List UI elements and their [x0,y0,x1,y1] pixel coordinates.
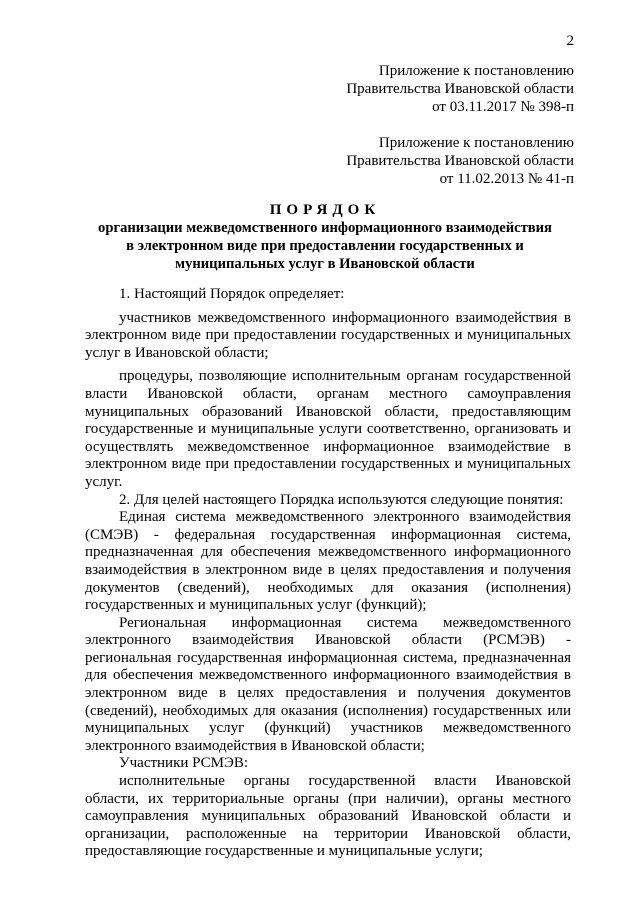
body-line: услуг в Ивановской области; [85,344,269,361]
body-line: электронного взаимодействия Ивановской области (РСМЭВ) - [85,632,571,649]
appendix-line: Правительства Ивановской области [346,153,574,169]
title-line: организации межведомственного информационного взаимодействия [98,220,552,236]
body-line: (СМЭВ) - федеральная государственная информационная система, [85,526,571,543]
body-line: власти Ивановской области, органам местного самоуправления [85,385,571,402]
body-line: организации, расположенные на территории Ивановской области, [85,825,571,842]
body-line: области, их территориальные органы (при наличии), органы местного [85,790,571,807]
title-line: муниципальных услуг в Ивановской области [175,256,475,272]
appendix-header-original [294,134,574,188]
body-line: электронном виде в целях предоставления и получения документов [85,685,571,702]
body-line: взаимодействия в электронном виде в целях предоставления и получения [85,561,571,578]
body-line: Единая система межведомственного электронного взаимодействия [119,509,571,526]
body-line: государственные и муниципальные услуги соответственно, организовать и [85,421,571,438]
body-line: электронном виде при предоставлении государственных и муниципальных [85,327,571,344]
body-line: документов (сведений), необходимых для оказания (исполнения) [85,579,571,596]
body-line: Участники РСМЭВ: [119,755,249,772]
title-heading: ПОРЯДОК [269,202,381,218]
body-line: муниципальных образований Ивановской области, предоставляющим [85,403,571,420]
body-line: 1. Настоящий Порядок определяет: [119,286,345,302]
body-line: (сведений), необходимых для оказания (исполнения) государственных или [85,702,571,719]
document-title [80,201,570,273]
body-line: осуществлять межведомственное информационное взаимодействие в [85,438,571,455]
body-line: муниципальных услуг (функций) участников межведомственного [85,720,571,737]
body-line: для обеспечения межведомственного информационного взаимодействия в [85,667,571,684]
document-body [85,286,571,861]
body-line: электронного взаимодействия в Ивановской области; [85,737,425,754]
body-line: исполнительные органы государственной власти Ивановской [119,773,571,790]
appendix-line: от 11.02.2013 № 41-п [439,171,574,187]
body-line: процедуры, позволяющие исполнительным органам государственной [119,368,571,385]
body-line: государственных и муниципальных услуг (функций); [85,597,427,614]
appendix-line: Приложение к постановлению [378,63,574,79]
body-line: предоставляющие государственные и муниципальные услуги; [85,843,483,860]
appendix-header-current [294,62,574,116]
body-line: участников межведомственного информационного взаимодействия в [119,309,571,326]
title-line: в электронном виде при предоставлении государственных и [126,238,524,254]
body-line: 2. Для целей настоящего Порядка используются следующие понятия: [119,491,564,508]
body-line: предназначенная для обеспечения межведомственного информационного [85,544,571,561]
body-line: Региональная информационная система межведомственного [119,614,571,631]
body-line: услуг. [85,473,123,490]
page-number: 2 [566,33,574,49]
body-line: электронном виде при предоставлении государственных и муниципальных [85,456,571,473]
body-line: самоуправления муниципальных образований Ивановской области и [85,808,571,825]
appendix-line: Правительства Ивановской области [346,81,574,97]
appendix-line: Приложение к постановлению [378,135,574,151]
appendix-line: от 03.11.2017 № 398-п [432,99,574,115]
body-line: региональная государственная информационная система, предназначенная [85,649,571,666]
